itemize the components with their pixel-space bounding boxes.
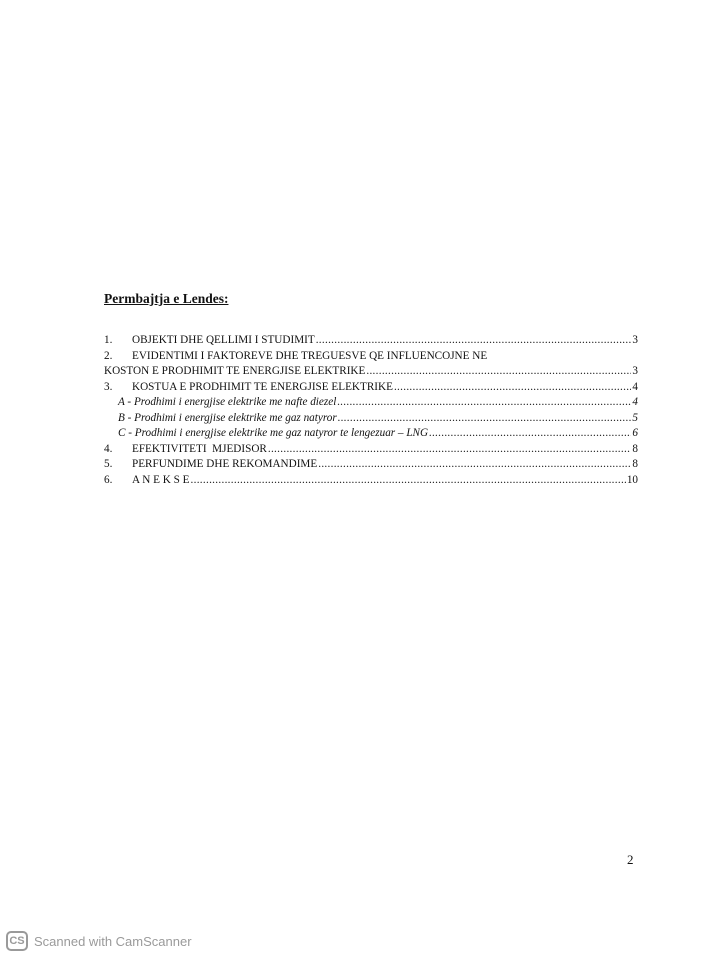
dot-leader [338,411,632,427]
toc-subentry-b [104,411,638,427]
toc-entry-title: KOSTUA E PRODHIMIT TE ENERGJISE ELEKTRIKE [132,380,393,393]
dot-leader [337,395,631,411]
toc-entry-5 [104,457,638,473]
table-of-contents [104,333,638,488]
camscanner-watermark [6,931,192,951]
dot-leader [191,473,626,489]
toc-entry-page: 10 [626,473,638,486]
toc-entry-number: 2. [104,349,113,362]
dot-leader [429,426,631,442]
toc-entry-1 [104,333,638,349]
toc-entry-6 [104,473,638,489]
toc-entry-title: B - Prodhimi i energjise elektrike me gaz natyror [118,411,337,424]
watermark-text: Scanned with CamScanner [34,933,192,949]
toc-entry-number: 6. [104,473,113,486]
toc-entry-number: 1. [104,334,113,346]
camscanner-logo-icon: CS [6,931,28,951]
toc-entry-page: 6 [632,427,638,439]
toc-entry-page: 5 [632,411,638,424]
toc-entry-title-continuation: KOSTON E PRODHIMIT TE ENERGJISE ELEKTRIKE [104,365,366,377]
toc-entry-title: EFEKTIVITETI MJEDISOR [132,442,267,455]
toc-entry-title: PERFUNDIME DHE REKOMANDIME [132,458,318,470]
toc-entry-title: A - Prodhimi i energjise elektrike me nafte diezel [118,396,337,408]
toc-entry-number: 4. [104,442,113,455]
toc-subentry-a [104,395,638,411]
toc-entry-page: 4 [632,396,638,408]
toc-entry-2-line-1 [104,349,638,365]
toc-entry-number: 5. [104,458,113,470]
toc-entry-page: 8 [632,442,638,455]
toc-entry-page: 8 [632,458,638,470]
toc-entry-3 [104,380,638,396]
toc-entry-page: 3 [632,365,638,377]
page-number: 2 [627,852,634,867]
toc-entry-title: C - Prodhimi i energjise elektrike me gaz natyror te lengezuar – LNG [118,427,429,439]
toc-entry-title: OBJEKTI DHE QELLIMI I STUDIMIT [132,334,315,346]
toc-entry-title: A N E K S E [132,473,190,486]
dot-leader [268,442,632,458]
dot-leader [394,380,631,396]
toc-heading: Permbajtja e Lendes: [104,291,229,306]
dot-leader [366,364,631,380]
dot-leader [316,333,632,349]
toc-entry-number: 3. [104,380,113,393]
toc-entry-title: EVIDENTIMI I FAKTOREVE DHE TREGUESVE QE INFLUENCOJNE NE [132,349,488,362]
toc-entry-page: 4 [632,380,638,393]
toc-entry-page: 3 [632,334,638,346]
dot-leader [318,457,631,473]
toc-entry-2-line-2 [104,364,638,380]
toc-entry-4 [104,442,638,458]
toc-subentry-c [104,426,638,442]
